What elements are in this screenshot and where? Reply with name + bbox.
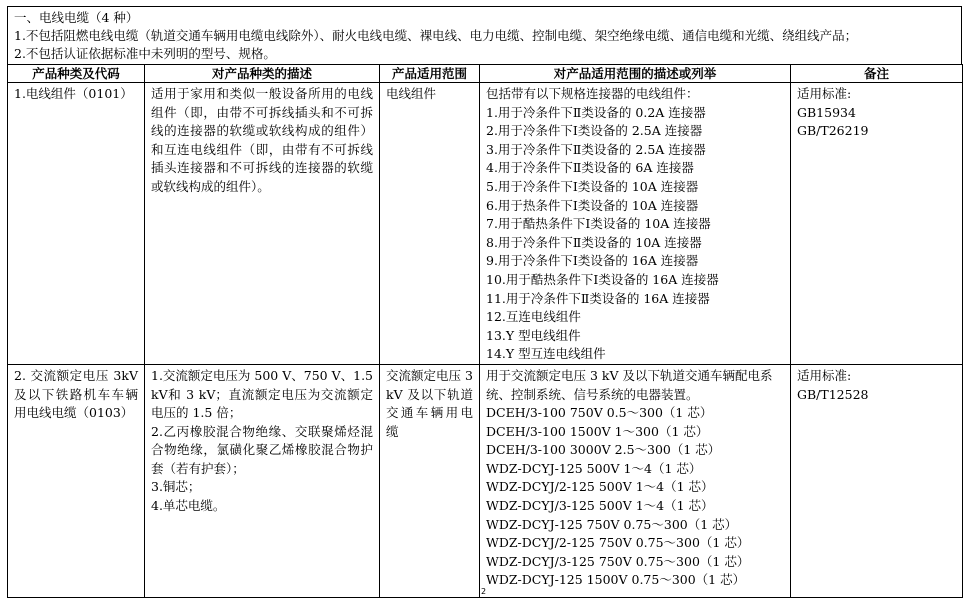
scope-list-item: 4.用于冷条件下Ⅱ类设备的 6A 连接器 <box>486 160 694 176</box>
product-code-cell: 2. 交流额定电压 3kV 及以下铁路机车车辆用电线电缆（0103） <box>8 364 145 597</box>
scope-list-item: 8.用于冷条件下Ⅱ类设备的 10A 连接器 <box>486 234 702 250</box>
remarks-cell <box>791 83 963 365</box>
scope-list-item: WDZ-DCYJ-125 1500V 0.75～300（1 芯） <box>486 572 746 588</box>
description-item: 3.铜芯； <box>151 479 201 495</box>
table-header-row <box>8 65 963 83</box>
scope-list-item: 2.用于冷条件下Ⅰ类设备的 2.5A 连接器 <box>486 123 703 139</box>
document-page <box>7 6 962 598</box>
scope-list-item: 9.用于冷条件下Ⅰ类设备的 16A 连接器 <box>486 253 699 269</box>
header-product-code: 产品种类及代码 <box>8 65 145 83</box>
product-description-cell <box>145 364 380 597</box>
header-remarks: 备注 <box>791 65 963 83</box>
scope-list-item: WDZ-DCYJ/3-125 500V 1～4（1 芯） <box>486 498 714 514</box>
section-note-2: 2.不包括认证依据标准中未列明的型号、规格。 <box>14 46 276 61</box>
standard-code: GB/T26219 <box>797 123 869 139</box>
page-number: 2 <box>481 587 487 596</box>
description-item: 1.交流额定电压为 500 V、750 V、1.5 kV和 3 kV；直流额定电压为交流额定电压的 1.5 倍； <box>151 367 373 421</box>
scope-cell: 电线组件 <box>380 83 480 365</box>
section-title: 一、电线电缆（4 种） <box>14 10 139 25</box>
scope-list-item: 3.用于冷条件下Ⅱ类设备的 2.5A 连接器 <box>486 141 706 157</box>
table-row <box>8 83 963 365</box>
scope-list-cell <box>480 83 791 365</box>
scope-list-item: 12.互连电线组件 <box>486 309 581 325</box>
description-item: 4.单芯电缆。 <box>151 498 226 514</box>
scope-list-item: WDZ-DCYJ/3-125 750V 0.75～300（1 芯） <box>486 553 750 569</box>
header-product-description: 对产品种类的描述 <box>145 65 380 83</box>
description-item: 2.乙丙橡胶混合物绝缘、交联聚烯烃混合物绝缘，氯磺化聚乙烯橡胶混合物护套（若有护套）； <box>151 423 373 476</box>
scope-list-item: WDZ-DCYJ/2-125 750V 0.75～300（1 芯） <box>486 535 750 551</box>
scope-list-item: 10.用于酷热条件下Ⅰ类设备的 16A 连接器 <box>486 271 719 287</box>
scope-list-item: DCEH/3-100 3000V 2.5～300（1 芯） <box>486 442 721 458</box>
section-header <box>7 6 962 64</box>
scope-list-item: 6.用于热条件下Ⅰ类设备的 10A 连接器 <box>486 197 699 213</box>
scope-list-item: DCEH/3-100 1500V 1～300（1 芯） <box>486 423 709 439</box>
scope-list-item: WDZ-DCYJ/2-125 500V 1～4（1 芯） <box>486 479 714 495</box>
remarks-label: 适用标准: <box>797 86 852 101</box>
product-code-cell: 1.电线组件（0101） <box>8 83 145 365</box>
scope-list-item: WDZ-DCYJ-125 750V 0.75～300（1 芯） <box>486 516 738 532</box>
header-scope-description: 对产品适用范围的描述或列举 <box>480 65 791 83</box>
remarks-label: 适用标准: <box>797 367 852 383</box>
product-catalog-table <box>7 64 963 598</box>
header-scope: 产品适用范围 <box>380 65 480 83</box>
scope-list-item: WDZ-DCYJ-125 500V 1～4（1 芯） <box>486 460 702 476</box>
section-note-1: 1.不包括阻燃电线电缆（轨道交通车辆用电缆电线除外）、耐火电线电缆、裸电线、电力电缆、控制电缆、架空绝缘电缆、通信电缆和光缆、绕组线产品； <box>14 28 858 43</box>
scope-list-item: 1.用于冷条件下Ⅱ类设备的 0.2A 连接器 <box>486 104 706 120</box>
scope-list-cell <box>480 364 791 597</box>
standard-code: GB15934 <box>797 104 856 120</box>
table-row <box>8 364 963 597</box>
scope-list-item: 14.Y 型互连电线组件 <box>486 346 606 362</box>
scope-list-item: DCEH/3-100 750V 0.5～300（1 芯） <box>486 405 713 421</box>
remarks-cell <box>791 364 963 597</box>
product-description-cell: 适用于家用和类似一般设备所用的电线组件（即，由带不可拆线插头和不可拆线的连接器的软缆或软线构成的组件）和互连电线组件（即，由带有不可拆线插头连接器和不可拆线的连接器的软缆或软线构成的组件）。 <box>145 83 380 365</box>
scope-list-item: 5.用于冷条件下Ⅰ类设备的 10A 连接器 <box>486 178 699 194</box>
scope-list-item: 用于交流额定电压 3 kV 及以下轨道交通车辆配电系统、控制系统、信号系统的电器装置。 <box>486 367 773 402</box>
scope-list-item: 11.用于冷条件下Ⅱ类设备的 16A 连接器 <box>486 290 710 306</box>
scope-list-item: 13.Y 型电线组件 <box>486 327 581 343</box>
scope-list-item: 包括带有以下规格连接器的电线组件： <box>486 86 699 101</box>
standard-code: GB/T12528 <box>797 386 869 402</box>
scope-cell: 交流额定电压 3 kV 及以下轨道交通车辆用电缆 <box>380 364 480 597</box>
scope-list-item: 7.用于酷热条件下Ⅰ类设备的 10A 连接器 <box>486 216 711 232</box>
